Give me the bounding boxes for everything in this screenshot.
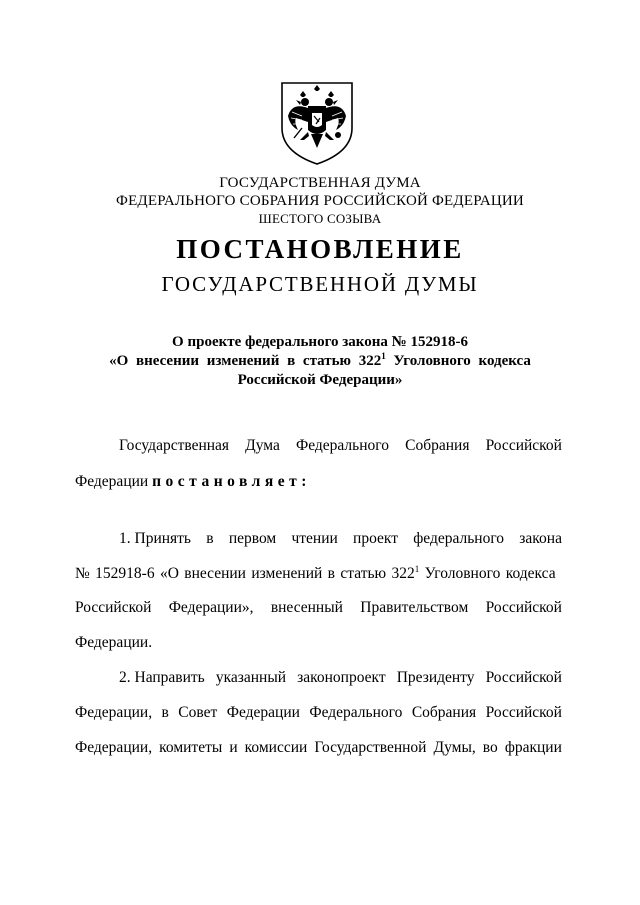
item1-words-1 bbox=[119, 529, 562, 548]
item1-words-3 bbox=[75, 598, 562, 617]
preamble-words-1 bbox=[119, 436, 562, 455]
preamble-line-2 bbox=[75, 472, 562, 491]
word: Федерального bbox=[295, 437, 390, 454]
word: Российской bbox=[485, 704, 562, 721]
item2-words-2 bbox=[75, 703, 562, 722]
word: Государственная bbox=[119, 437, 230, 454]
word: Думы, bbox=[433, 739, 476, 756]
subject-line-2 bbox=[0, 352, 640, 371]
word: в bbox=[161, 704, 169, 721]
subject-superscript: 1 bbox=[381, 351, 386, 361]
word: проект bbox=[353, 530, 398, 547]
header-assembly: ФЕДЕРАЛЬНОГО СОБРАНИЯ РОССИЙСКОЙ ФЕДЕРАЦИИ bbox=[116, 193, 524, 209]
item2-words-3 bbox=[75, 738, 562, 757]
preamble-federation: Федерации bbox=[75, 473, 153, 490]
word: и bbox=[229, 739, 238, 756]
document-subject bbox=[0, 333, 640, 390]
word: Президенту bbox=[396, 669, 475, 686]
word: Совет bbox=[178, 704, 218, 721]
document-header bbox=[0, 174, 640, 228]
word: Российской bbox=[485, 599, 562, 616]
item2-line-2 bbox=[75, 703, 562, 722]
subject-line-3: Российской Федерации» bbox=[237, 372, 403, 388]
item2-words-1 bbox=[119, 668, 562, 687]
word: федерального bbox=[413, 530, 505, 547]
word: комиссии bbox=[244, 739, 308, 756]
item1-line-2 bbox=[75, 564, 562, 583]
header-convocation: ШЕСТОГО СОЗЫВА bbox=[258, 211, 382, 226]
word: указанный bbox=[215, 669, 287, 686]
word: первом bbox=[228, 530, 277, 547]
item1-text-before: № 152918-6 «О внесении изменений в статью 322 bbox=[75, 565, 415, 582]
item1-superscript: 1 bbox=[414, 563, 420, 574]
subject-text-after: Уголовного кодекса bbox=[385, 353, 531, 369]
item2-line-3 bbox=[75, 738, 562, 757]
word: Федерального bbox=[309, 704, 403, 721]
word: Федерации, bbox=[75, 739, 153, 756]
word: Российской bbox=[485, 437, 562, 454]
subject-text-before: «О внесении изменений в статью 322 bbox=[109, 353, 382, 369]
preamble-resolves: постановляет: bbox=[152, 473, 311, 490]
word: Государственной bbox=[314, 739, 427, 756]
document-title bbox=[0, 232, 640, 298]
word: во bbox=[482, 739, 498, 756]
header-institution: ГОСУДАРСТВЕННАЯ ДУМА bbox=[219, 175, 421, 191]
word: Российской bbox=[485, 669, 562, 686]
word: Федерации, bbox=[75, 704, 153, 721]
word: Дума bbox=[245, 437, 280, 454]
subject-line-1: О проекте федерального закона № 152918-6 bbox=[172, 334, 468, 350]
word: в bbox=[206, 530, 214, 547]
preamble-line-1 bbox=[75, 436, 562, 455]
word: Правительством bbox=[360, 599, 469, 616]
item1-text-after: Уголовного кодекса bbox=[419, 565, 556, 582]
title-main: ПОСТАНОВЛЕНИЕ bbox=[176, 234, 464, 264]
title-sub: ГОСУДАРСТВЕННОЙ ДУМЫ bbox=[161, 272, 479, 296]
word: внесенный bbox=[270, 599, 343, 616]
word: комитеты bbox=[159, 739, 223, 756]
word: Федерации», bbox=[168, 599, 254, 616]
word: Российской bbox=[75, 599, 152, 616]
state-emblem bbox=[278, 80, 356, 166]
word: Собрания bbox=[405, 437, 470, 454]
item1-line-3 bbox=[75, 598, 562, 617]
word: 1. Принять bbox=[119, 530, 192, 547]
word: фракции bbox=[504, 739, 562, 756]
word: законопроект bbox=[297, 669, 386, 686]
word: 2. Направить bbox=[119, 669, 205, 686]
russian-double-headed-eagle-icon bbox=[278, 80, 356, 166]
word: чтении bbox=[291, 530, 338, 547]
item2-line-1 bbox=[75, 668, 562, 687]
word: Федерации bbox=[226, 704, 300, 721]
item1-line-1 bbox=[75, 529, 562, 548]
word: закона bbox=[519, 530, 562, 547]
word: Собрания bbox=[411, 704, 477, 721]
item1-line-4: Федерации. bbox=[75, 634, 153, 651]
